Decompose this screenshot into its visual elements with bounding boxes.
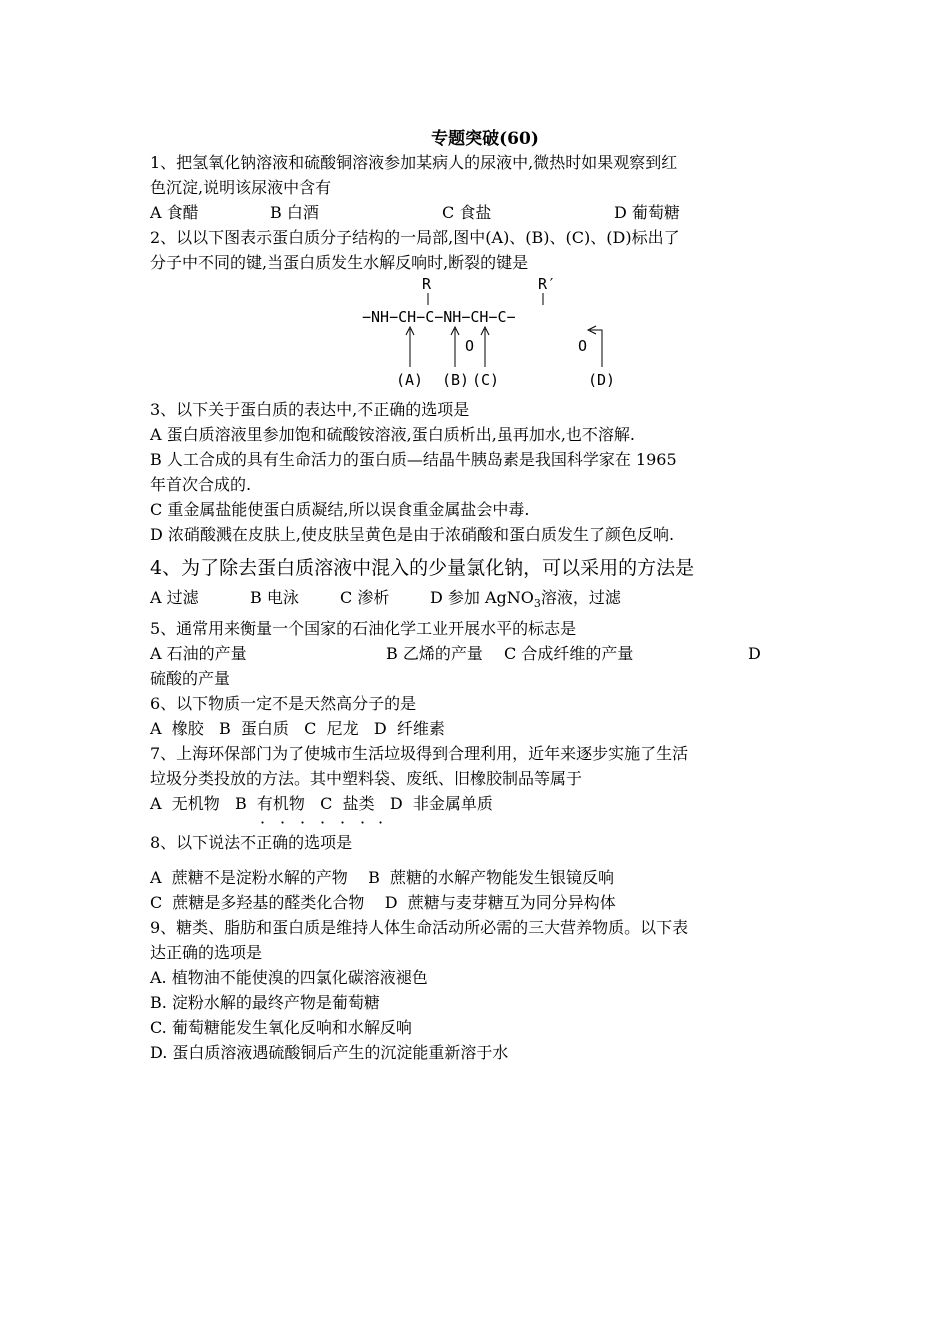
q8-stem: 8、以下说法不正确的选项是 [150, 833, 353, 853]
q1-option-c: C 食盐 [442, 203, 492, 222]
label-a: (A) [396, 371, 424, 389]
q7-stem-line1: 7、上海环保部门为了使城市生活垃圾得到合理利用，近年来逐步实施了生活 [150, 744, 689, 764]
q3-stem: 3、以下关于蛋白质的表达中,不正确的选项是 [150, 400, 470, 419]
q1-option-b: B 白酒 [270, 203, 319, 222]
q3-option-b-line1: B 人工合成的具有生命活力的蛋白质—结晶牛胰岛素是我国科学家在 1965 [150, 450, 677, 469]
q1-options [150, 200, 800, 225]
q8-options-line1: A 蔗糖不是淀粉水解的产物 B 蔗糖的水解产物能发生银镜反响 [150, 868, 615, 888]
q9-option-a: A. 植物油不能使溴的四氯化碳溶液褪色 [150, 968, 428, 988]
q3-option-a: A 蛋白质溶液里参加饱和硫酸铵溶液,蛋白质析出,虽再加水,也不溶解. [150, 425, 635, 444]
worksheet-page [150, 128, 800, 1065]
q5-option-a: A 石油的产量 [150, 644, 247, 664]
q9-option-d: D. 蛋白质溶液遇硫酸铜后产生的沉淀能重新溶于水 [150, 1043, 509, 1063]
q7-stem-line2: 垃圾分类投放的方法。其中塑料袋、废纸、旧橡胶制品等属于 [150, 769, 583, 789]
label-d: (D) [588, 371, 616, 389]
q9-option-c: C. 葡萄糖能发生氧化反响和水解反响 [150, 1018, 412, 1038]
q1-option-a: A 食醋 [150, 203, 199, 222]
q3-option-d: D 浓硝酸溅在皮肤上,使皮肤呈黄色是由于浓硝酸和蛋白质发生了颜色反响. [150, 525, 675, 544]
q4-option-d: D 参加 AgNO$_3$溶液，过滤 [430, 588, 621, 611]
q5-option-d-continued: 硫酸的产量 [150, 669, 231, 689]
q7-options: A 无机物 B 有机物 C 盐类 D 非金属单质 [150, 794, 493, 814]
q8-options-line2: C 蔗糖是多羟基的醛类化合物 D 蔗糖与麦芽糖互为同分异构体 [150, 893, 616, 913]
q4-option-c: C 渗析 [340, 588, 390, 607]
q4-option-b: B 电泳 [250, 588, 299, 607]
q5-stem: 5、通常用来衡量一个国家的石油化学工业开展水平的标志是 [150, 619, 577, 639]
q5-option-d: D [748, 644, 761, 664]
q4-options [150, 585, 800, 616]
q1-stem-line1: 1、把氢氧化钠溶液和硫酸铜溶液参加某病人的尿液中,微热时如果观察到红 [150, 153, 678, 172]
q4-stem: 4、为了除去蛋白质溶液中混入的少量氯化钠，可以采用的方法是 [150, 557, 695, 579]
q3-option-c: C 重金属盐能使蛋白质凝结,所以误食重金属盐会中毒. [150, 500, 530, 519]
q5-option-b: B 乙烯的产量 [386, 644, 483, 664]
structure-r2: R′ [538, 275, 557, 293]
page-title: 专题突破(60) [431, 129, 539, 149]
emphasis-dots: · · · · · · · [260, 813, 384, 833]
q6-options: A 橡胶 B 蛋白质 C 尼龙 D 纤维素 [150, 719, 445, 739]
arrow-d [590, 330, 602, 367]
q1-stem-line2: 色沉淀,说明该尿液中含有 [150, 178, 332, 197]
q6-stem: 6、以下物质一定不是天然高分子的是 [150, 694, 417, 714]
structure-chain: −NH−CH−C−NH−CH−C− [362, 308, 516, 326]
q2-stem-line2: 分子中不同的键,当蛋白质发生水解反响时,断裂的键是 [150, 253, 529, 272]
q5-options [150, 641, 800, 666]
structure-o1: O [465, 337, 475, 355]
q5-option-c: C 合成纤维的产量 [504, 644, 634, 664]
structure-o2: O [578, 337, 588, 355]
q9-option-b: B. 淀粉水解的最终产物是葡萄糖 [150, 993, 380, 1013]
q9-stem-line2: 达正确的选项是 [150, 943, 263, 963]
q4-option-a: A 过滤 [150, 588, 199, 607]
q2-stem-line1: 2、以以下图表示蛋白质分子结构的一局部,图中(A)、(B)、(C)、(D)标出了 [150, 228, 680, 247]
q9-stem-line1: 9、糖类、脂肪和蛋白质是维持人体生命活动所必需的三大营养物质。以下表 [150, 918, 689, 938]
q3-option-b-line2: 年首次合成的. [150, 475, 252, 494]
structure-r1: R [422, 275, 432, 293]
peptide-structure-diagram [362, 275, 632, 393]
label-b: (B) [442, 371, 470, 389]
q1-option-d: D 葡萄糖 [614, 203, 680, 222]
label-c: (C) [472, 371, 500, 389]
